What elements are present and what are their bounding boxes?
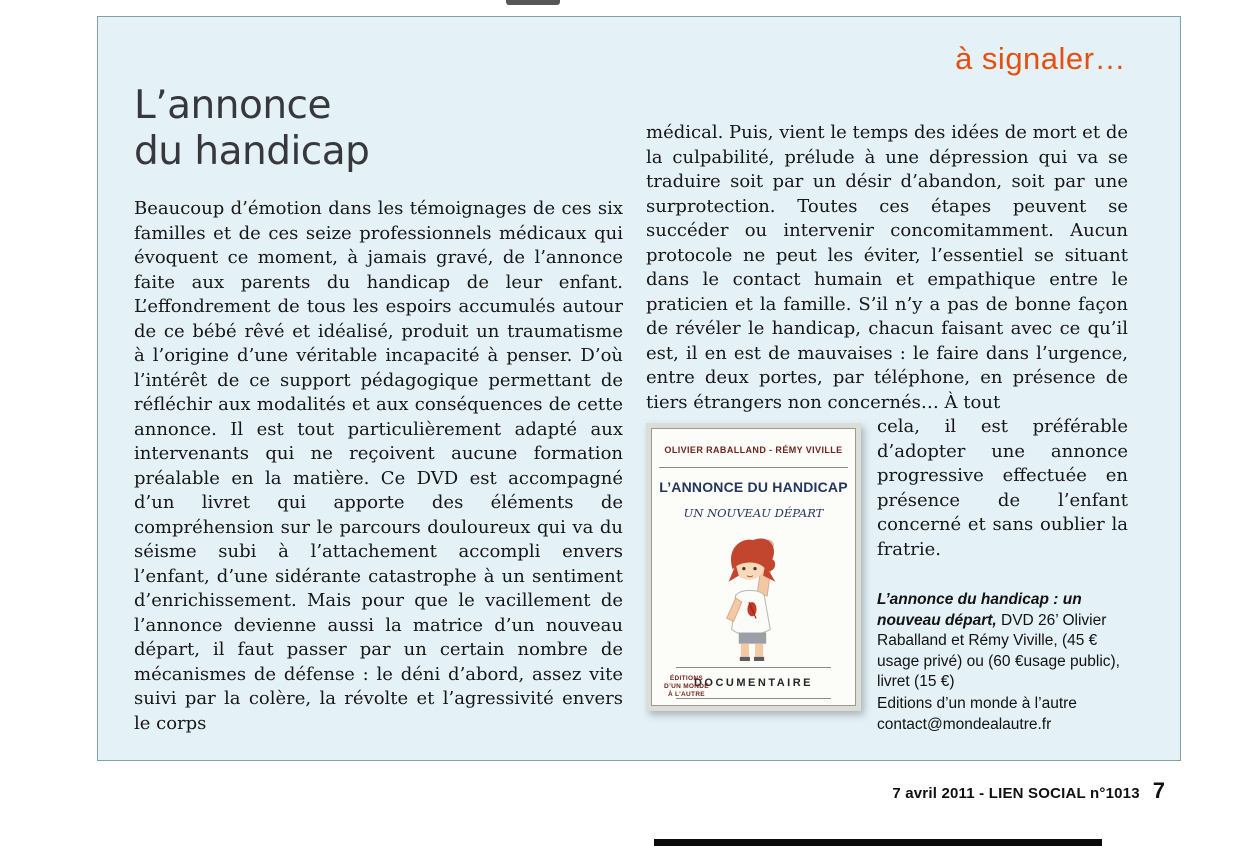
media-and-caption-block	[646, 415, 1128, 736]
article-title-line1: L’annonce	[134, 83, 331, 128]
footer-page-number: 7	[1152, 778, 1165, 803]
article-column-left	[134, 197, 623, 736]
dvd-cover-card	[651, 428, 856, 706]
dvd-cover-subtitle: UN NOUVEAU DÉPART	[683, 506, 824, 520]
dvd-publisher-line: ÉDITIONS	[669, 674, 703, 682]
caption-contact-email: contact@mondealautre.fr	[877, 716, 1052, 734]
dvd-cover-authors: OLIVIER RABALLAND - RÉMY VIVILLE	[659, 438, 848, 468]
dvd-cover-publisher-logo	[664, 675, 709, 699]
dvd-publisher-line: D’UN MONDE	[664, 682, 709, 690]
article-column-right	[646, 121, 1128, 736]
page-footer	[892, 778, 1165, 804]
caption-publisher: Editions d’un monde à l’autre	[877, 695, 1077, 713]
dvd-cover	[646, 423, 861, 711]
scan-artifact-bottom	[654, 839, 1102, 846]
paragraph-right-wrapped: cela, il est préférable d’adopter une annonce progressive effectuée en présence de l’enfant concerné et sans oublier la fratrie.	[877, 416, 1128, 560]
section-label: à signaler…	[955, 41, 1126, 76]
caption-title: L’annonce du handicap : un nouveau départ,	[877, 591, 1082, 629]
caption-details: DVD 26’ Olivier Raballand et Rémy Viville, (45 € usage privé) ou (60 €usage public), livret (15 €)	[877, 611, 1120, 691]
dvd-cover-genre: DOCUMENTAIRE	[676, 667, 831, 700]
scan-artifact-top	[506, 0, 560, 5]
paragraph-left: Beaucoup d’émotion dans les témoignages de ces six familles et de ces seize professionnels médicaux qui évoquent ce moment, à jamais gravé, de l’annonce faite aux parents du handicap de leur enfant. L’effondrement de tous les espoirs accumulés autour de ce bébé rêvé et idéalisé, produit un traumatisme à l’origine d’une véritable incapacité à penser. D’où l’intérêt de ce support pédagogique permettant de réfléchir aux modalités et aux conséquences de cette annonce. Il est tout particulièrement adapté aux intervenants qui ne reçoivent aucune formation préalable en la matière. Ce DVD est accompagné d’un livret qui apporte des éléments de compréhension sur le parcours douloureux qui va du séisme subi à l’attachement accompli envers l’enfant, d’une sidérante catastrophe à un sentiment d’enrichissement. Mais pour que le vacillement de l’annonce devienne aussi la matrice d’un nouveau départ, il faut passer par un certain nombre de mécanismes de défense : le déni d’abord, assez vite suivi par la colère, la révolte et l’agressivité envers le corps	[134, 198, 623, 734]
dvd-cover-illustration	[695, 531, 813, 663]
article-title	[134, 83, 369, 174]
footer-issue-label: 7 avril 2011 - LIEN SOCIAL n°1013	[892, 785, 1140, 802]
article-panel	[97, 16, 1181, 761]
dvd-publisher-line: À L’AUTRE	[667, 690, 705, 698]
dvd-cover-title: L’ANNONCE DU HANDICAP	[659, 478, 848, 495]
article-title-line2: du handicap	[134, 128, 370, 174]
paragraph-right-top: médical. Puis, vient le temps des idées de mort et de la culpabilité, prélude à une dépression qui va se traduire soit par un désir d’abandon, soit par une surprotection. Toutes ces étapes peuvent se succéder ou intervenir concomitamment. Aucun protocole ne peut les éviter, l’essentiel se situant dans le contact humain et empathique entre le praticien et la famille. S’il n’y a pas de bonne façon de révéler le handicap, chacun faisant avec ce qu’il est, il en est de mauvaises : le faire dans l’urgence, entre deux portes, par téléphone, en présence de tiers étrangers non concernés… À tout	[646, 122, 1128, 413]
